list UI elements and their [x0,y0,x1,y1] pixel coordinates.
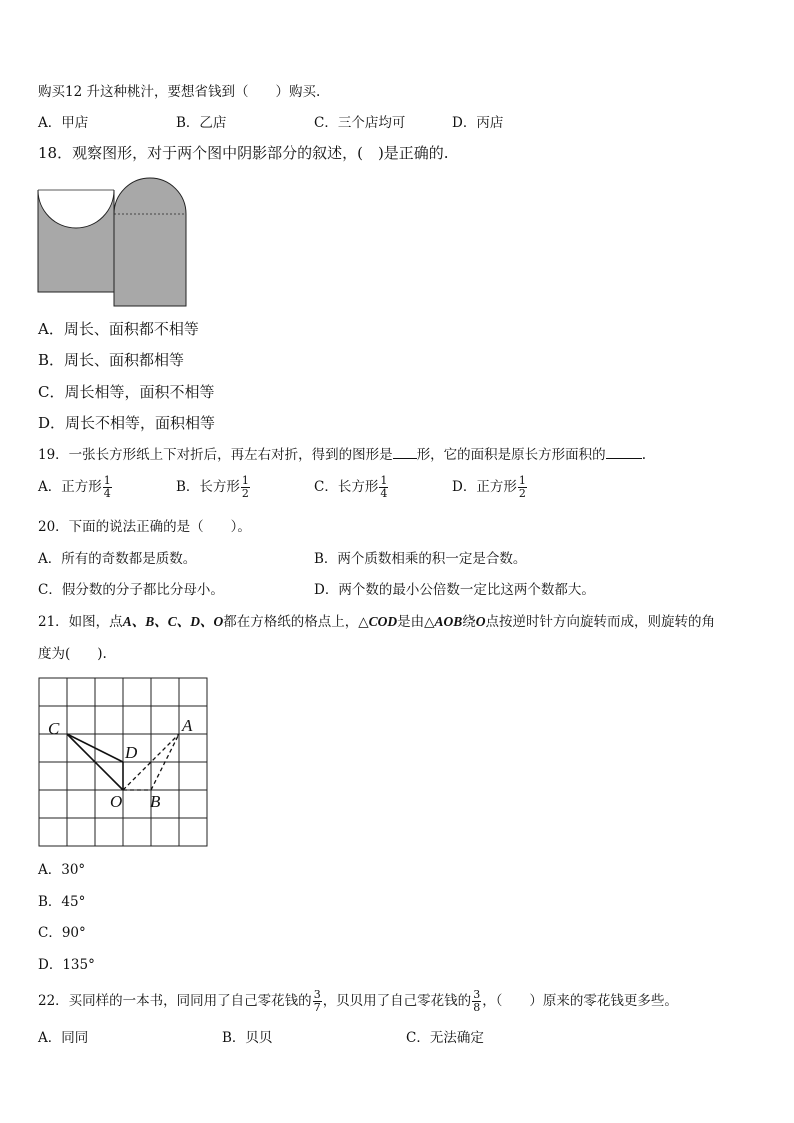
q19-option-c: C．长方形 $\frac{1}{4}$ [314,474,388,500]
label-a: A [182,716,193,735]
q18-option-b: B．周长、面积都相等 [38,351,185,369]
q20-option-b: B．两个质数相乘的积一定是合数。 [314,551,527,567]
label-c: C [48,719,60,738]
q19-blank-2 [606,458,642,459]
q21-stem: 21．如图，点A、B、C、D、O都在方格纸的格点上，△COD是由△AOB绕O点按逆时针方向旋转而成，则旋转的角 [38,614,716,630]
q20-option-a: A．所有的奇数都是质数。 [38,551,197,567]
q18-left-shape [38,190,114,292]
q21-grid-figure [38,677,210,849]
q19-stem-c: . [641,447,646,463]
q19-option-a: A．正方形 $\frac{1}{4}$ [38,474,111,500]
q18-option-a: A．周长、面积都不相等 [38,320,199,338]
q17-option-c: C．三个店均可 [314,115,406,131]
fraction: $\frac{1}{2}$ [518,474,526,500]
fraction: $\frac{1}{4}$ [103,474,111,500]
q21-option-c: C．90° [38,925,86,941]
q17-option-a: A．甲店 [38,115,89,131]
q21-point-list: A、B、C、D、O [122,614,224,629]
q21-option-a: A．30° [38,862,86,878]
q17-stem: 购买12 升这种桃汁，要想省钱到（ ）购买. [38,84,321,100]
q19-stem-a: 19．一张长方形纸上下对折后，再左右对折，得到的图形是 [38,447,393,463]
q21-stem-line2: 度为( ). [38,646,107,662]
fraction: $\frac{1}{2}$ [241,474,249,500]
q19-blank-1 [393,458,417,459]
q20-option-c: C．假分数的分子都比分母小。 [38,582,224,598]
q19-stem-b: 形，它的面积是原长方形面积的 [416,447,606,463]
q18-option-c: C．周长相等，面积不相等 [38,383,215,401]
q22-stem: 22．买同样的一本书，同同用了自己零花钱的 $\frac{3}{7}$ ，贝贝用了自己零花钱的 $\frac{3}{8}$ ，（ ）原来的零花钱更多些。 [38,988,678,1014]
q20-stem: 20．下面的说法正确的是（ ）。 [38,519,251,535]
q17-option-b: B．乙店 [176,115,227,131]
q19-option-d: D．正方形 $\frac{1}{2}$ [452,474,526,500]
q21-option-d: D．135° [38,957,95,973]
q20-option-d: D．两个数的最小公倍数一定比这两个数都大。 [314,582,595,598]
q18-figure [36,176,190,310]
q18-stem: 18．观察图形，对于两个图中阴影部分的叙述，( )是正确的. [38,144,449,162]
q22-option-c: C．无法确定 [406,1030,484,1046]
fraction: $\frac{3}{7}$ [313,988,321,1014]
q19-stem [38,446,646,464]
q17-option-d: D．丙店 [452,115,504,131]
q19-option-b: B．长方形 $\frac{1}{2}$ [176,474,249,500]
label-o: O [110,792,123,811]
fraction: $\frac{3}{8}$ [473,988,481,1014]
label-b: B [150,792,161,811]
fraction: $\frac{1}{4}$ [380,474,388,500]
q22-option-a: A．同同 [38,1030,89,1046]
q22-option-b: B．贝贝 [222,1030,273,1046]
q18-option-d: D．周长不相等，面积相等 [38,414,216,432]
q18-right-shape [114,178,186,306]
q21-option-b: B．45° [38,894,86,910]
label-d: D [125,743,138,762]
